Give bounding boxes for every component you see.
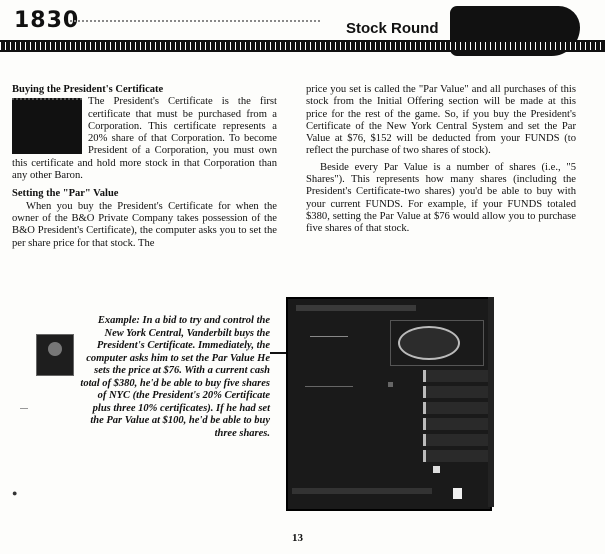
page-number: 13 <box>292 532 303 544</box>
certificate-image <box>12 98 82 154</box>
screenshot-line <box>305 386 353 387</box>
margin-mark <box>20 408 28 409</box>
header-rail-ticks <box>0 42 605 50</box>
corner-mark: ● <box>12 488 18 498</box>
par-value-row <box>423 402 488 414</box>
example-caption: Example: In a bid to try and control the New York Central, Vanderbilt buys the President's Certificate. Immediately, the computer asks him to set the Par Value He sets the price at $76. With a current cash total of $380, he'd be able to buy five shares of NYC (the President's 20% Certificate plus three 10% certificates). If he had set the Par Value at $100, he'd be able to buy three shares. <box>80 315 270 439</box>
screenshot-cursor <box>433 466 440 473</box>
left-column <box>12 84 277 250</box>
screenshot-line <box>310 336 348 337</box>
par-value-row <box>423 370 488 382</box>
par-value-row <box>423 450 488 462</box>
paragraph-par-value-continued: price you set is called the "Par Value" and all purchases of this stock from the Initial Offering section will be made at this price for the rest of the game. So, if you buy the President's Certificate of the New York Central System and set the Par Value at $76, $152 will be deducted from your FUNDS (to reflect the purchase of two shares of stock). <box>306 84 576 157</box>
railroad-logo-oval <box>398 326 460 360</box>
paragraph-par-value: When you buy the President's Certificate for when the owner of the B&O Private Company takes possession of the B&O President's Certificate), the computer asks you to set the per share price for that stock. The <box>12 200 277 249</box>
par-value-row <box>423 386 488 398</box>
screenshot-status-bar <box>292 488 432 494</box>
screenshot-marker <box>388 382 393 387</box>
screenshot-status-box <box>453 488 462 499</box>
logo-dotted-rule <box>70 20 320 22</box>
section-title: Stock Round <box>346 20 439 37</box>
par-value-row <box>423 434 488 446</box>
right-column <box>306 84 576 236</box>
paragraph-shares-count: Beside every Par Value is a number of shares (i.e., "5 Shares"). This represents how many shares (including the President's Certificate-two shares) you'd be able to buy with your current FUNDS. For example, if your FUNDS totaled $380, setting the Par Value at $76 would allow you to purchase five shares of that stock. <box>306 161 576 235</box>
heading-par-value: Setting the "Par" Value <box>12 188 119 200</box>
screenshot-edge <box>488 297 494 507</box>
screenshot-title-bar <box>296 305 416 311</box>
portrait-face <box>48 342 62 356</box>
game-logo: 1830 <box>14 8 80 33</box>
heading-presidents-certificate: Buying the President's Certificate <box>12 84 164 95</box>
paragraph-presidents-certificate: The President's Certificate is the first certificate that must be purchased from a Corporation. This certificate represents a 20% share of that Corporation. To become President of a Corporation, you must own this certificate and hold more stock in that Corporation than any other Baron. <box>12 96 277 182</box>
par-value-row <box>423 418 488 430</box>
